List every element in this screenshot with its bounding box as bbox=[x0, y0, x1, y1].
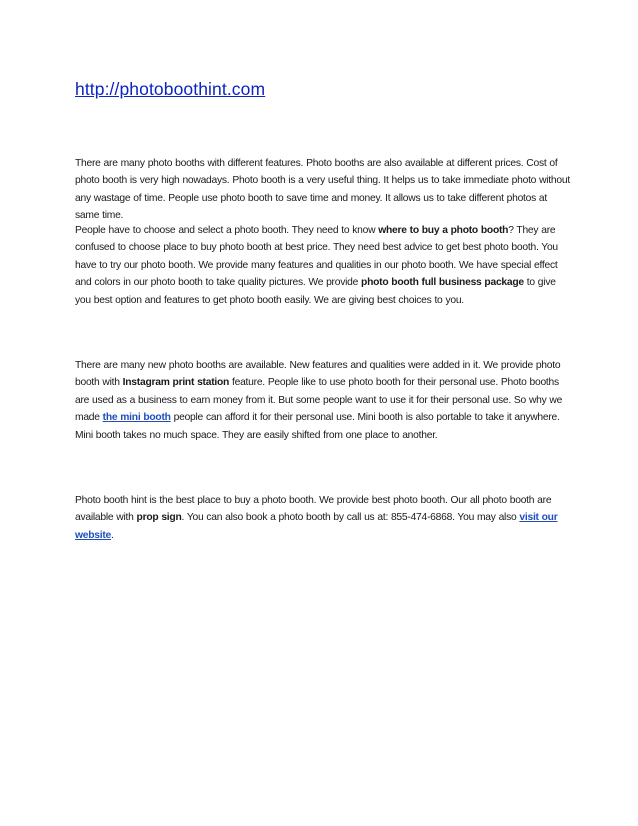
paragraph-1 bbox=[75, 155, 570, 225]
paragraph-2 bbox=[75, 222, 570, 309]
bold-phrase: prop sign bbox=[136, 512, 182, 524]
text-run: feature. People like to use photo booth for their personal use. Photo booths are used as a business to earn money from it. But some people want to use it for their personal use. So why we made bbox=[75, 377, 563, 424]
text-run: There are many photo booths with different features. Photo booths are also available at different prices. Cost of photo booth is very high nowadays. Photo booth is a very useful thing. It helps us to take immediate photo without any wastage of time. People use photo booth to save time and money. It allows us to take different photos at same time. bbox=[75, 158, 570, 222]
text-run: There are many new photo booths are available. New features and qualities were added in it. We provide photo booth with bbox=[75, 360, 561, 389]
text-run: ? They are confused to choose place to buy photo booth at best price. They need best advice to get best photo booth. You have to try our photo booth. We provide many features and qualities in our photo booth. We have special effect and colors in our photo booth to take quality pictures. We provide bbox=[75, 225, 558, 289]
text-run: to give you best option and features to get photo booth easily. We are giving best choices to you. bbox=[75, 277, 556, 306]
paragraph-3 bbox=[75, 357, 570, 444]
inline-link[interactable]: the mini booth bbox=[102, 412, 171, 424]
text-run: . bbox=[111, 529, 114, 541]
text-run: Photo booth hint is the best place to buy a photo booth. We provide best photo booth. Our all photo booth are available with bbox=[75, 495, 552, 524]
bold-phrase: Instagram print station bbox=[122, 377, 230, 389]
text-run: . You can also book a photo booth by call us at: 855-474-6868. You may also bbox=[181, 512, 520, 524]
site-url-link[interactable]: http://photoboothint.com bbox=[75, 79, 266, 99]
text-run: People have to choose and select a photo booth. They need to know bbox=[75, 225, 379, 236]
bold-phrase: where to buy a photo booth bbox=[378, 225, 509, 236]
bold-phrase: photo booth full business package bbox=[361, 277, 524, 289]
paragraph-4 bbox=[75, 492, 570, 544]
text-run: people can afford it for their personal use. Mini booth is also portable to take it anywhere. Mini booth takes no much space. They are easily shifted from one place to another. bbox=[75, 412, 560, 441]
inline-link[interactable]: visit our website bbox=[75, 512, 558, 541]
